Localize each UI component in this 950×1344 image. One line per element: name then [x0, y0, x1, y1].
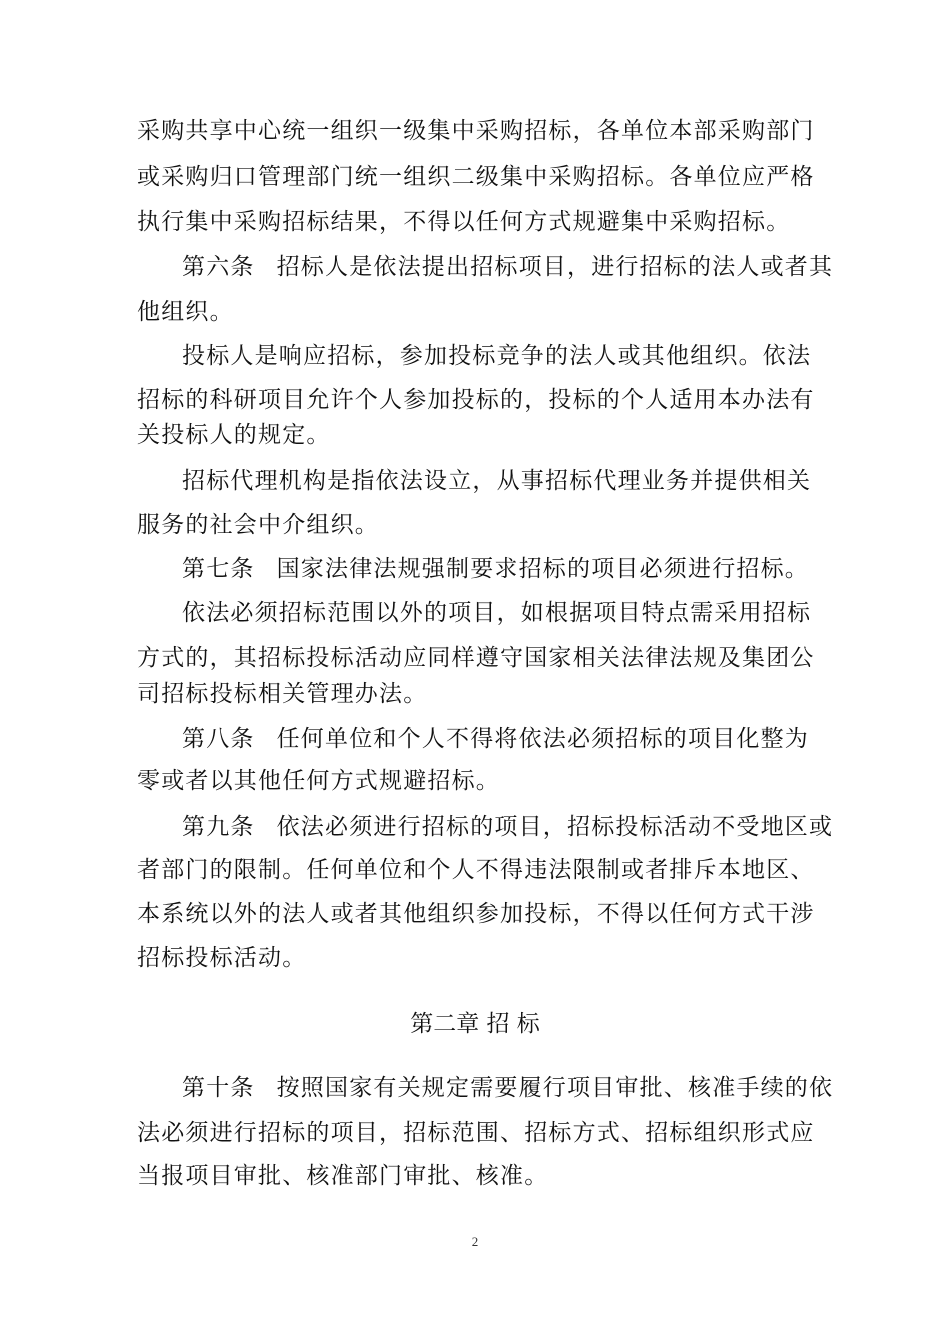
article-text: 招标人是依法提出招标项目，进行招标的法人或者其 — [276, 254, 834, 280]
article-text: 任何单位和个人不得将依法必须招标的项目化整为 — [276, 726, 810, 752]
article-9-line — [182, 812, 834, 842]
text-line: 他组织。 — [137, 299, 234, 325]
article-text: 依法必须进行招标的项目，招标投标活动不受地区或 — [276, 814, 834, 840]
text-line: 零或者以其他任何方式规避招标。 — [137, 768, 500, 794]
article-6-line — [182, 252, 834, 282]
article-text: 国家法律法规强制要求招标的项目必须进行招标。 — [276, 556, 810, 582]
article-text: 按照国家有关规定需要履行项目审批、核准手续的依 — [276, 1075, 834, 1101]
article-label: 第十条 — [182, 1075, 255, 1101]
article-label: 第八条 — [182, 726, 255, 752]
article-7-line — [182, 554, 827, 584]
article-label: 第九条 — [182, 814, 255, 840]
text-line: 招标代理机构是指依法设立，从事招标代理业务并提供相关 — [182, 468, 812, 494]
article-label: 第七条 — [182, 556, 255, 582]
text-line: 服务的社会中介组织。 — [137, 512, 379, 538]
text-line: 投标人是响应招标，参加投标竞争的法人或其他组织。依法 — [182, 343, 812, 369]
chapter-heading: 第二章 招 标 — [410, 1011, 540, 1037]
article-8-line — [182, 724, 827, 754]
text-line: 或采购归口管理部门统一组织二级集中采购招标。各单位应严格 — [137, 164, 815, 190]
text-line: 招标的科研项目允许个人参加投标的，投标的个人适用本办法有 — [137, 387, 815, 413]
text-line: 关投标人的规定。 — [137, 422, 331, 448]
text-line: 采购共享中心统一组织一级集中采购招标，各单位本部采购部门 — [137, 118, 815, 144]
text-line: 司招标投标相关管理办法。 — [137, 681, 428, 707]
page-number: 2 — [471, 1234, 479, 1249]
text-line: 依法必须招标范围以外的项目，如根据项目特点需采用招标 — [182, 600, 812, 626]
text-line: 当报项目审批、核准部门审批、核准。 — [137, 1163, 549, 1189]
text-line: 招标投标活动。 — [137, 945, 307, 971]
text-line: 本系统以外的法人或者其他组织参加投标，不得以任何方式干涉 — [137, 901, 815, 927]
text-line: 法必须进行招标的项目，招标范围、招标方式、招标组织形式应 — [137, 1120, 815, 1146]
article-10-line — [182, 1073, 834, 1103]
text-line: 方式的，其招标投标活动应同样遵守国家相关法律法规及集团公 — [137, 645, 815, 671]
text-line: 执行集中采购招标结果，不得以任何方式规避集中采购招标。 — [137, 209, 791, 235]
article-label: 第六条 — [182, 254, 255, 280]
text-line: 者部门的限制。任何单位和个人不得违法限制或者排斥本地区、 — [137, 857, 815, 883]
